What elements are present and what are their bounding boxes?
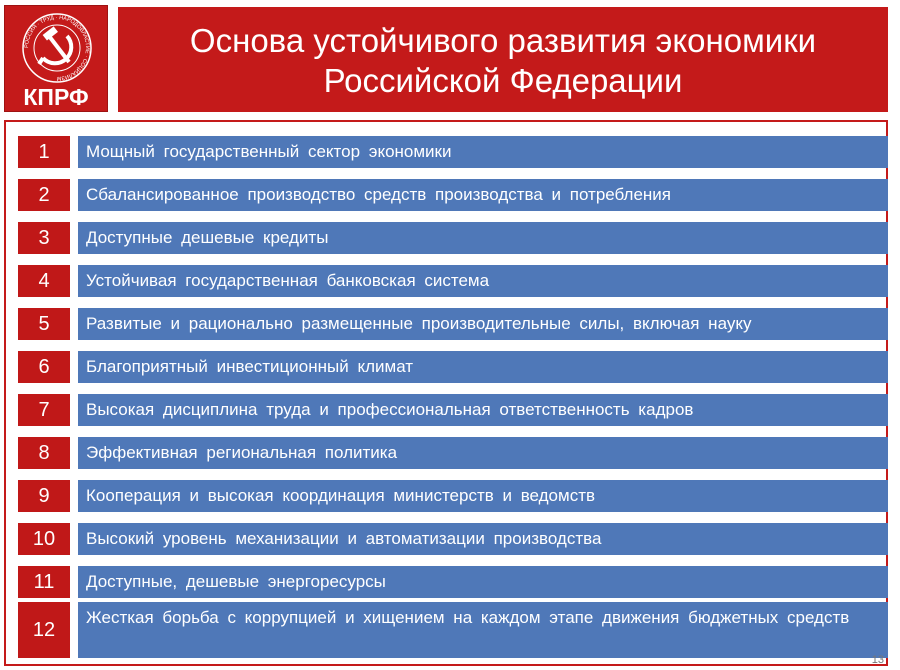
logo-ring-text: РОССИЯ · ТРУД · НАРОДОВЛАСТИЕ · СОЦИАЛИЗМ bbox=[23, 14, 91, 82]
item-text: Жесткая борьба с коррупцией и хищением на каждом этапе движения бюджетных средств bbox=[78, 602, 888, 658]
list-item bbox=[18, 480, 888, 512]
page-title: Основа устойчивого развития экономики Российской Федерации bbox=[189, 22, 817, 99]
item-text: Эффективная региональная политика bbox=[78, 437, 888, 469]
list-item bbox=[18, 602, 888, 658]
item-text: Благоприятный инвестиционный климат bbox=[78, 351, 888, 383]
item-text: Сбалансированное производство средств производства и потребления bbox=[78, 179, 888, 211]
list-item bbox=[18, 394, 888, 426]
list-frame bbox=[4, 120, 888, 666]
list-item bbox=[18, 351, 888, 383]
item-text: Доступные, дешевые энергоресурсы bbox=[78, 566, 888, 598]
list-item bbox=[18, 566, 888, 598]
page-number: 13 bbox=[871, 654, 884, 666]
list-item bbox=[18, 179, 888, 211]
item-number: 8 bbox=[18, 437, 70, 469]
item-number: 4 bbox=[18, 265, 70, 297]
item-text: Доступные дешевые кредиты bbox=[78, 222, 888, 254]
item-number: 2 bbox=[18, 179, 70, 211]
item-number: 11 bbox=[18, 566, 70, 598]
list-item bbox=[18, 136, 888, 168]
list-item bbox=[18, 523, 888, 555]
item-number: 9 bbox=[18, 480, 70, 512]
list-item bbox=[18, 308, 888, 340]
item-number: 5 bbox=[18, 308, 70, 340]
item-text: Высокий уровень механизации и автоматизации производства bbox=[78, 523, 888, 555]
item-text: Мощный государственный сектор экономики bbox=[78, 136, 888, 168]
item-number: 7 bbox=[18, 394, 70, 426]
logo-text: КПРФ bbox=[23, 84, 89, 110]
item-number: 3 bbox=[18, 222, 70, 254]
list-item bbox=[18, 437, 888, 469]
item-number: 10 bbox=[18, 523, 70, 555]
item-number: 6 bbox=[18, 351, 70, 383]
kprf-logo bbox=[4, 5, 108, 112]
list-item bbox=[18, 222, 888, 254]
list-item bbox=[18, 265, 888, 297]
item-text: Развитые и рационально размещенные производительные силы, включая науку bbox=[78, 308, 888, 340]
item-text: Кооперация и высокая координация министерств и ведомств bbox=[78, 480, 888, 512]
item-text: Высокая дисциплина труда и профессиональная ответственность кадров bbox=[78, 394, 888, 426]
item-number: 1 bbox=[18, 136, 70, 168]
item-text: Устойчивая государственная банковская система bbox=[78, 265, 888, 297]
header-banner bbox=[118, 7, 888, 112]
item-number: 12 bbox=[18, 602, 70, 658]
